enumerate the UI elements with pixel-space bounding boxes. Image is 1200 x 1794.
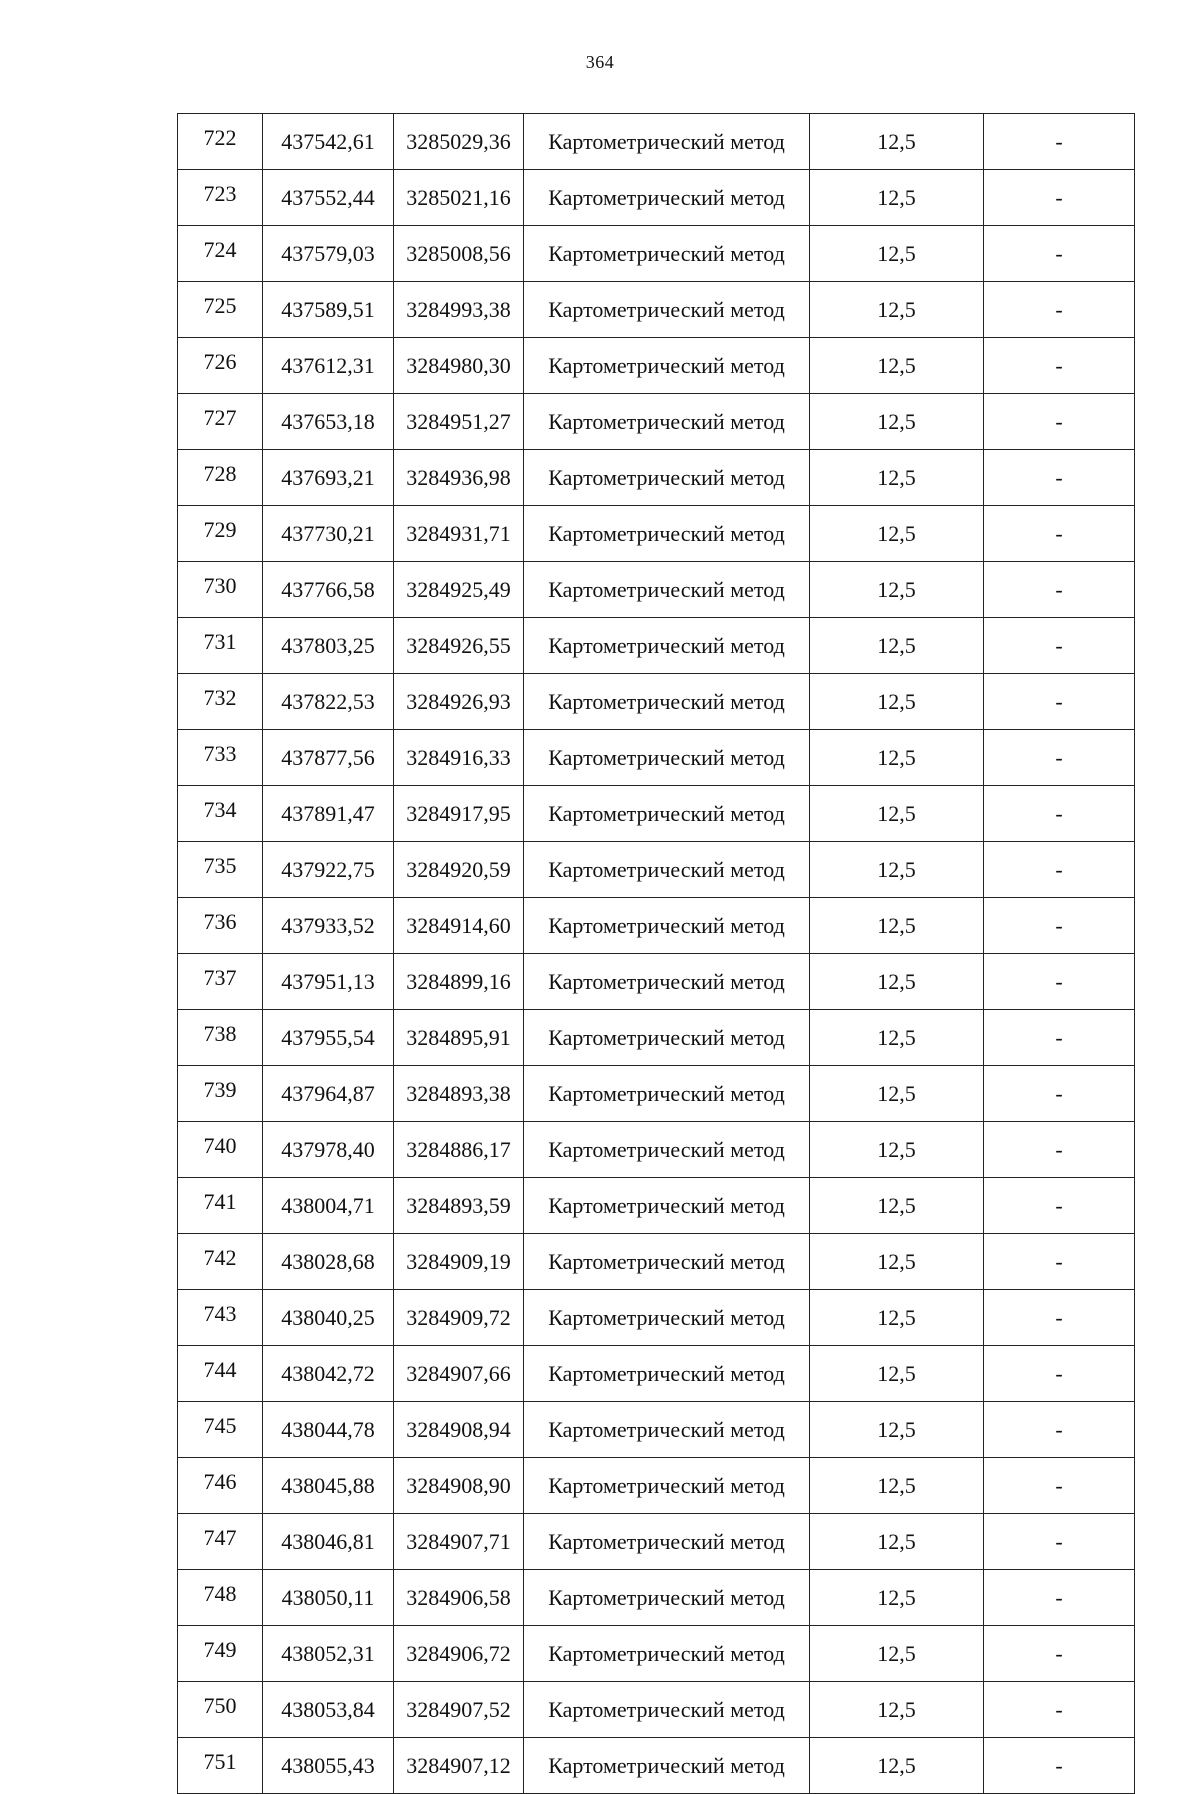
point-number-cell: 738 [178,1010,263,1066]
description-cell: - [984,1010,1135,1066]
x-coordinate-cell: 437579,03 [263,226,394,282]
x-coordinate-cell: 437542,61 [263,114,394,170]
point-number-cell: 729 [178,506,263,562]
x-coordinate-cell: 438055,43 [263,1738,394,1794]
y-coordinate-cell: 3284906,58 [394,1570,524,1626]
y-coordinate-cell: 3284926,55 [394,618,524,674]
table-row [178,1178,1135,1234]
x-coordinate-cell: 437955,54 [263,1010,394,1066]
description-cell: - [984,1178,1135,1234]
description-cell: - [984,1738,1135,1794]
method-cell: Картометрический метод [524,506,810,562]
x-coordinate-cell: 437693,21 [263,450,394,506]
point-number-cell: 749 [178,1626,263,1682]
point-number-cell: 730 [178,562,263,618]
x-coordinate-cell: 437964,87 [263,1066,394,1122]
method-cell: Картометрический метод [524,1234,810,1290]
description-cell: - [984,1570,1135,1626]
y-coordinate-cell: 3285021,16 [394,170,524,226]
y-coordinate-cell: 3284907,52 [394,1682,524,1738]
method-cell: Картометрический метод [524,1626,810,1682]
table-row [178,562,1135,618]
accuracy-cell: 12,5 [810,842,984,898]
description-cell: - [984,1290,1135,1346]
y-coordinate-cell: 3284914,60 [394,898,524,954]
x-coordinate-cell: 438004,71 [263,1178,394,1234]
accuracy-cell: 12,5 [810,506,984,562]
description-cell: - [984,338,1135,394]
y-coordinate-cell: 3284909,19 [394,1234,524,1290]
x-coordinate-cell: 438040,25 [263,1290,394,1346]
table-row [178,1346,1135,1402]
point-number-cell: 748 [178,1570,263,1626]
x-coordinate-cell: 437822,53 [263,674,394,730]
description-cell: - [984,1682,1135,1738]
point-number-cell: 739 [178,1066,263,1122]
x-coordinate-cell: 437877,56 [263,730,394,786]
point-number-cell: 723 [178,170,263,226]
y-coordinate-cell: 3284908,90 [394,1458,524,1514]
method-cell: Картометрический метод [524,954,810,1010]
x-coordinate-cell: 438028,68 [263,1234,394,1290]
description-cell: - [984,1458,1135,1514]
y-coordinate-cell: 3284908,94 [394,1402,524,1458]
point-number-cell: 724 [178,226,263,282]
y-coordinate-cell: 3284920,59 [394,842,524,898]
point-number-cell: 733 [178,730,263,786]
table-row [178,842,1135,898]
x-coordinate-cell: 437766,58 [263,562,394,618]
point-number-cell: 746 [178,1458,263,1514]
y-coordinate-cell: 3284993,38 [394,282,524,338]
x-coordinate-cell: 437951,13 [263,954,394,1010]
table-row [178,1458,1135,1514]
point-number-cell: 726 [178,338,263,394]
method-cell: Картометрический метод [524,786,810,842]
description-cell: - [984,1122,1135,1178]
table-row [178,618,1135,674]
point-number-cell: 722 [178,114,263,170]
point-number-cell: 737 [178,954,263,1010]
y-coordinate-cell: 3284951,27 [394,394,524,450]
x-coordinate-cell: 437978,40 [263,1122,394,1178]
accuracy-cell: 12,5 [810,170,984,226]
y-coordinate-cell: 3284899,16 [394,954,524,1010]
method-cell: Картометрический метод [524,1682,810,1738]
method-cell: Картометрический метод [524,1514,810,1570]
x-coordinate-cell: 437552,44 [263,170,394,226]
accuracy-cell: 12,5 [810,1626,984,1682]
accuracy-cell: 12,5 [810,1178,984,1234]
x-coordinate-cell: 437803,25 [263,618,394,674]
description-cell: - [984,170,1135,226]
description-cell: - [984,282,1135,338]
accuracy-cell: 12,5 [810,730,984,786]
description-cell: - [984,786,1135,842]
description-cell: - [984,114,1135,170]
accuracy-cell: 12,5 [810,1570,984,1626]
x-coordinate-cell: 437933,52 [263,898,394,954]
method-cell: Картометрический метод [524,1290,810,1346]
description-cell: - [984,1626,1135,1682]
description-cell: - [984,1234,1135,1290]
table-row [178,394,1135,450]
x-coordinate-cell: 438045,88 [263,1458,394,1514]
table-row [178,1290,1135,1346]
table-row [178,338,1135,394]
y-coordinate-cell: 3285008,56 [394,226,524,282]
point-number-cell: 732 [178,674,263,730]
point-number-cell: 735 [178,842,263,898]
method-cell: Картометрический метод [524,170,810,226]
y-coordinate-cell: 3284980,30 [394,338,524,394]
method-cell: Картометрический метод [524,730,810,786]
table-row [178,1570,1135,1626]
method-cell: Картометрический метод [524,618,810,674]
table-row [178,674,1135,730]
accuracy-cell: 12,5 [810,674,984,730]
y-coordinate-cell: 3284931,71 [394,506,524,562]
x-coordinate-cell: 438050,11 [263,1570,394,1626]
y-coordinate-cell: 3284925,49 [394,562,524,618]
point-number-cell: 734 [178,786,263,842]
table-row [178,1402,1135,1458]
description-cell: - [984,674,1135,730]
table-row [178,786,1135,842]
accuracy-cell: 12,5 [810,114,984,170]
table-row [178,1122,1135,1178]
accuracy-cell: 12,5 [810,1738,984,1794]
description-cell: - [984,394,1135,450]
method-cell: Картометрический метод [524,1402,810,1458]
y-coordinate-cell: 3284893,59 [394,1178,524,1234]
x-coordinate-cell: 438052,31 [263,1626,394,1682]
x-coordinate-cell: 437589,51 [263,282,394,338]
description-cell: - [984,450,1135,506]
method-cell: Картометрический метод [524,674,810,730]
x-coordinate-cell: 437612,31 [263,338,394,394]
point-number-cell: 731 [178,618,263,674]
point-number-cell: 727 [178,394,263,450]
point-number-cell: 747 [178,1514,263,1570]
table-row [178,1738,1135,1794]
point-number-cell: 751 [178,1738,263,1794]
table-row [178,282,1135,338]
method-cell: Картометрический метод [524,114,810,170]
x-coordinate-cell: 437653,18 [263,394,394,450]
y-coordinate-cell: 3284906,72 [394,1626,524,1682]
description-cell: - [984,562,1135,618]
accuracy-cell: 12,5 [810,1346,984,1402]
point-number-cell: 750 [178,1682,263,1738]
x-coordinate-cell: 438053,84 [263,1682,394,1738]
point-number-cell: 744 [178,1346,263,1402]
method-cell: Картометрический метод [524,394,810,450]
accuracy-cell: 12,5 [810,618,984,674]
x-coordinate-cell: 438046,81 [263,1514,394,1570]
y-coordinate-cell: 3284886,17 [394,1122,524,1178]
accuracy-cell: 12,5 [810,786,984,842]
coordinates-table [177,113,1135,1794]
method-cell: Картометрический метод [524,1738,810,1794]
table-row [178,730,1135,786]
page-number: 364 [585,52,615,72]
method-cell: Картометрический метод [524,898,810,954]
method-cell: Картометрический метод [524,282,810,338]
y-coordinate-cell: 3284917,95 [394,786,524,842]
description-cell: - [984,954,1135,1010]
method-cell: Картометрический метод [524,1066,810,1122]
accuracy-cell: 12,5 [810,562,984,618]
point-number-cell: 725 [178,282,263,338]
y-coordinate-cell: 3284907,66 [394,1346,524,1402]
method-cell: Картометрический метод [524,562,810,618]
point-number-cell: 743 [178,1290,263,1346]
x-coordinate-cell: 438042,72 [263,1346,394,1402]
description-cell: - [984,506,1135,562]
description-cell: - [984,1346,1135,1402]
table-row [178,954,1135,1010]
method-cell: Картометрический метод [524,1010,810,1066]
table-row [178,1010,1135,1066]
y-coordinate-cell: 3284926,93 [394,674,524,730]
method-cell: Картометрический метод [524,842,810,898]
description-cell: - [984,1402,1135,1458]
accuracy-cell: 12,5 [810,1010,984,1066]
accuracy-cell: 12,5 [810,282,984,338]
table-row [178,450,1135,506]
table-row [178,1626,1135,1682]
table-row [178,898,1135,954]
method-cell: Картометрический метод [524,1122,810,1178]
y-coordinate-cell: 3284909,72 [394,1290,524,1346]
table-row [178,506,1135,562]
y-coordinate-cell: 3284916,33 [394,730,524,786]
y-coordinate-cell: 3284893,38 [394,1066,524,1122]
point-number-cell: 742 [178,1234,263,1290]
accuracy-cell: 12,5 [810,898,984,954]
method-cell: Картометрический метод [524,1178,810,1234]
y-coordinate-cell: 3284907,71 [394,1514,524,1570]
table-row [178,1234,1135,1290]
table-row [178,114,1135,170]
accuracy-cell: 12,5 [810,1458,984,1514]
table-row [178,1682,1135,1738]
description-cell: - [984,1514,1135,1570]
accuracy-cell: 12,5 [810,1402,984,1458]
coordinates-table-body [178,114,1135,1794]
point-number-cell: 741 [178,1178,263,1234]
table-row [178,226,1135,282]
x-coordinate-cell: 437891,47 [263,786,394,842]
description-cell: - [984,898,1135,954]
x-coordinate-cell: 438044,78 [263,1402,394,1458]
accuracy-cell: 12,5 [810,226,984,282]
description-cell: - [984,1066,1135,1122]
y-coordinate-cell: 3285029,36 [394,114,524,170]
accuracy-cell: 12,5 [810,450,984,506]
point-number-cell: 736 [178,898,263,954]
accuracy-cell: 12,5 [810,954,984,1010]
method-cell: Картометрический метод [524,1570,810,1626]
y-coordinate-cell: 3284936,98 [394,450,524,506]
description-cell: - [984,226,1135,282]
method-cell: Картометрический метод [524,1346,810,1402]
accuracy-cell: 12,5 [810,394,984,450]
accuracy-cell: 12,5 [810,1290,984,1346]
x-coordinate-cell: 437922,75 [263,842,394,898]
method-cell: Картометрический метод [524,1458,810,1514]
y-coordinate-cell: 3284907,12 [394,1738,524,1794]
point-number-cell: 740 [178,1122,263,1178]
y-coordinate-cell: 3284895,91 [394,1010,524,1066]
accuracy-cell: 12,5 [810,1682,984,1738]
method-cell: Картометрический метод [524,226,810,282]
x-coordinate-cell: 437730,21 [263,506,394,562]
table-row [178,1514,1135,1570]
accuracy-cell: 12,5 [810,1066,984,1122]
description-cell: - [984,618,1135,674]
accuracy-cell: 12,5 [810,1514,984,1570]
accuracy-cell: 12,5 [810,338,984,394]
point-number-cell: 728 [178,450,263,506]
table-row [178,1066,1135,1122]
table-row [178,170,1135,226]
point-number-cell: 745 [178,1402,263,1458]
description-cell: - [984,730,1135,786]
method-cell: Картометрический метод [524,450,810,506]
description-cell: - [984,842,1135,898]
accuracy-cell: 12,5 [810,1234,984,1290]
accuracy-cell: 12,5 [810,1122,984,1178]
method-cell: Картометрический метод [524,338,810,394]
